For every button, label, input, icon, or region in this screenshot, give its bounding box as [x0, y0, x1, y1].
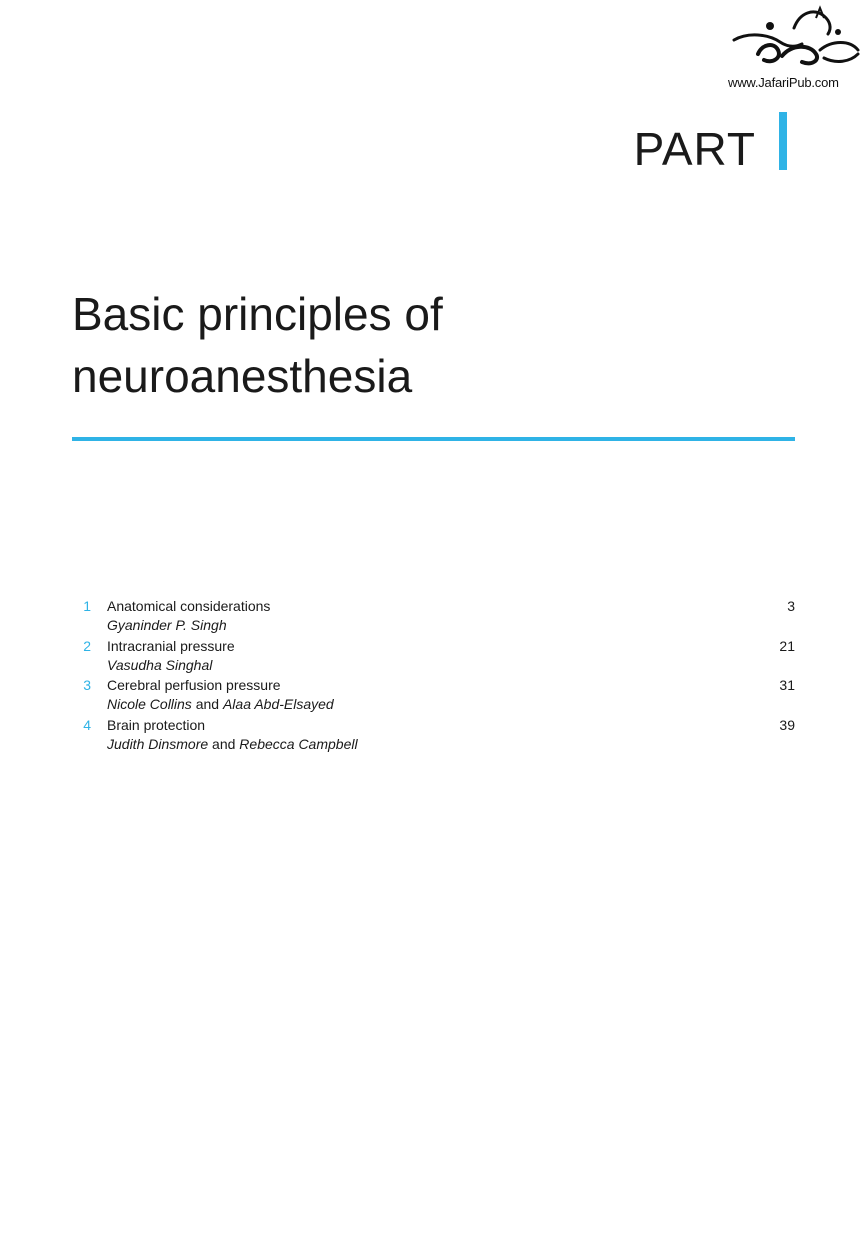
chapter-page-number: 31: [779, 677, 795, 693]
publisher-logo: [728, 4, 862, 92]
part-label: PART: [633, 123, 756, 175]
chapter-number: 1: [83, 598, 91, 614]
chapter-title[interactable]: Cerebral perfusion pressure: [107, 677, 281, 693]
chapter-authors: [107, 735, 358, 754]
author-name: Alaa Abd-Elsayed: [222, 696, 334, 712]
toc-entry[interactable]: [72, 716, 795, 756]
part-title-line-2: neuroanesthesia: [72, 350, 413, 402]
author-name: Vasudha Singhal: [107, 656, 213, 673]
chapter-number: 3: [83, 677, 91, 693]
chapter-authors: [107, 616, 227, 635]
chapter-authors: [107, 695, 334, 714]
author-joiner: and: [191, 696, 223, 712]
chapter-number: 2: [83, 637, 91, 654]
part-title-line-1: Basic principles of: [72, 288, 443, 340]
chapter-page-number: 21: [779, 637, 795, 654]
calligraphy-logo-icon: [728, 4, 862, 72]
chapter-title[interactable]: Anatomical considerations: [107, 598, 271, 614]
toc-entry[interactable]: [72, 637, 795, 677]
author-joiner: and: [208, 735, 240, 752]
toc-entry[interactable]: [72, 676, 795, 716]
title-divider: [72, 437, 795, 441]
table-of-contents: [72, 597, 795, 755]
chapter-page-number: 39: [779, 716, 795, 733]
chapter-title[interactable]: Brain protection: [107, 716, 206, 733]
author-name: Judith Dinsmore: [107, 735, 209, 752]
toc-entry[interactable]: [72, 597, 795, 637]
chapter-page-number: 3: [787, 598, 795, 614]
author-name: Gyaninder P. Singh: [107, 617, 227, 633]
chapter-number: 4: [83, 716, 91, 733]
author-name: Rebecca Campbell: [239, 735, 358, 752]
chapter-authors: [107, 656, 212, 675]
publisher-url: www.JafariPub.com: [728, 75, 839, 90]
part-numeral-bar: [779, 112, 787, 170]
author-name: Nicole Collins: [107, 696, 192, 712]
chapter-title[interactable]: Intracranial pressure: [107, 637, 235, 654]
part-title: [72, 283, 792, 407]
